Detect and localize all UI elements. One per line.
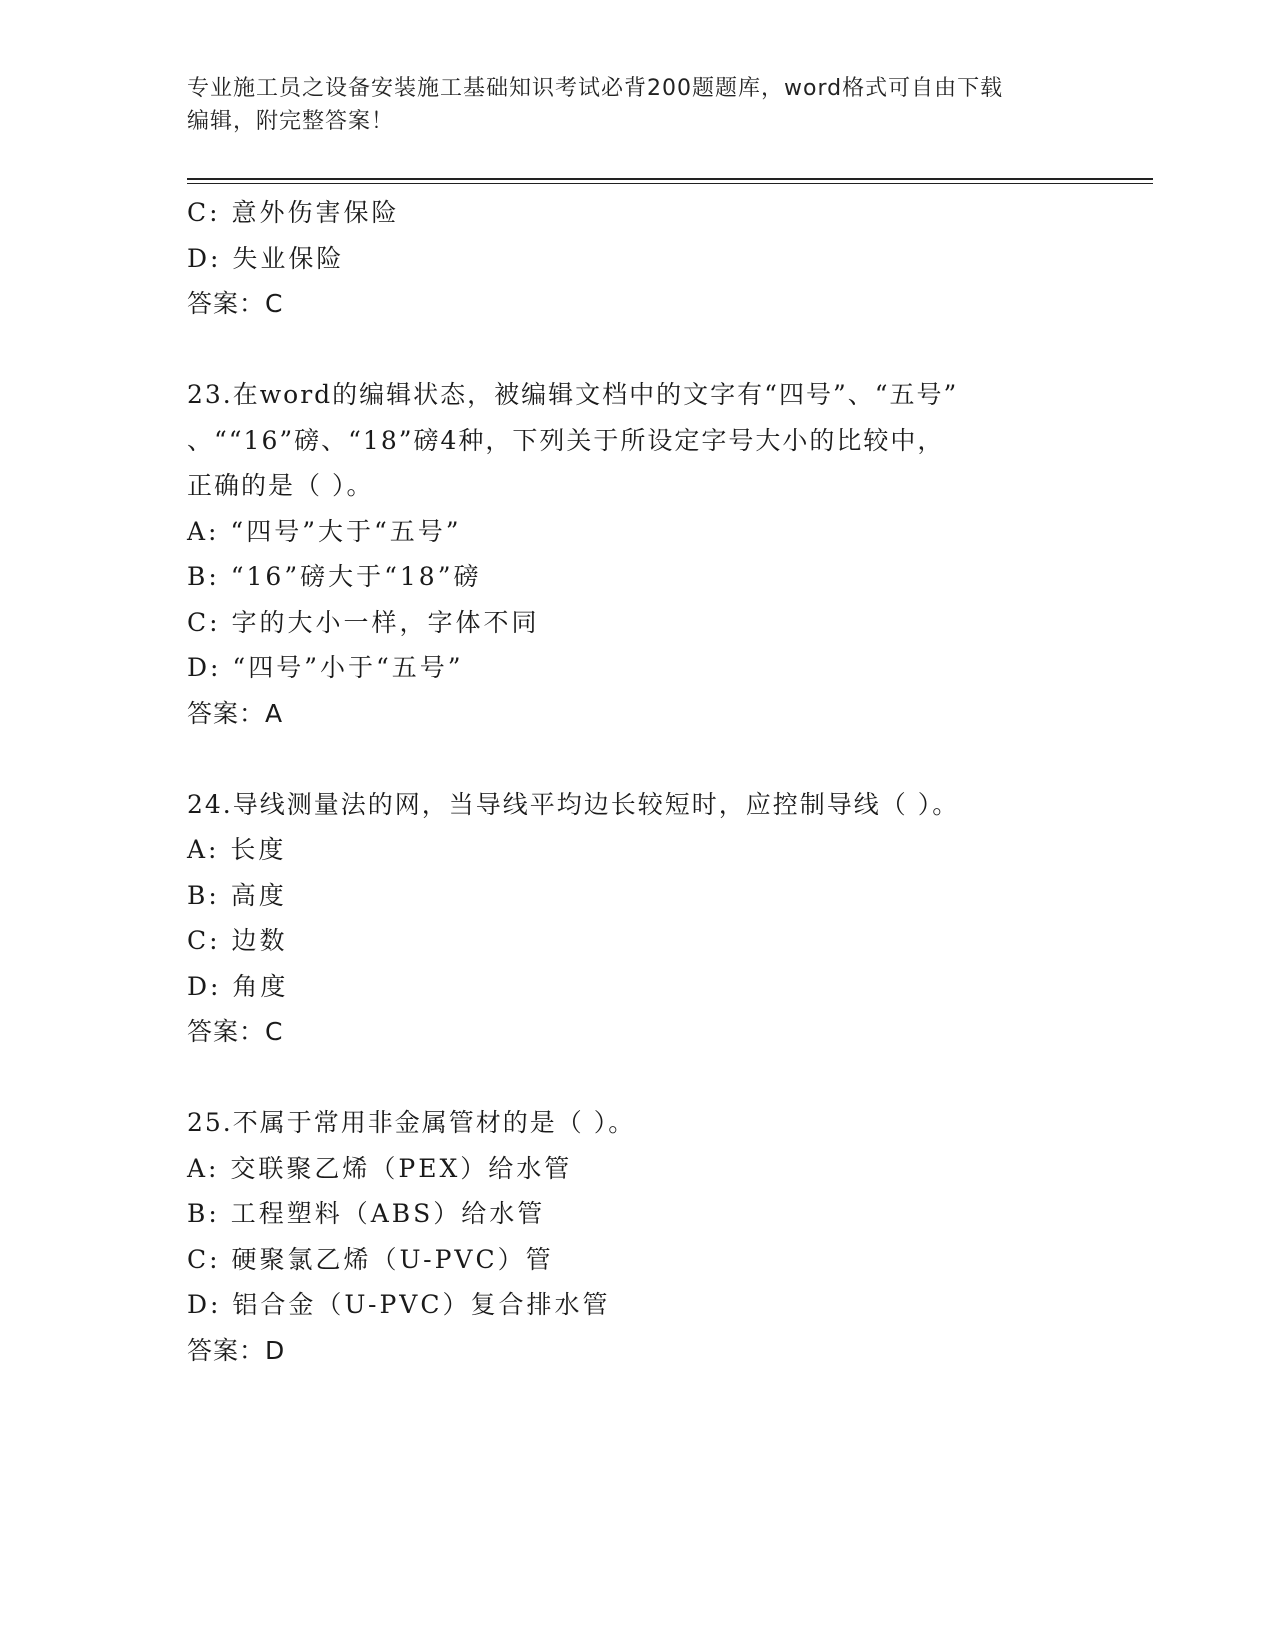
answer-label: 答案：D xyxy=(187,1335,286,1365)
question-text: 24.导线测量法的网，当导线平均边长较短时，应控制导线（ ）。 xyxy=(187,789,960,819)
document-header xyxy=(187,72,1087,138)
header-divider-thick xyxy=(187,178,1153,180)
option-b: B: 高度 xyxy=(187,880,287,910)
option-d: D: 铝合金（U-PVC）复合排水管 xyxy=(187,1290,611,1319)
question-list xyxy=(187,190,1087,1373)
question-24 xyxy=(187,782,1087,1055)
question-text: 25.不属于常用非金属管材的是（ ）。 xyxy=(187,1108,636,1137)
option-c: C: 意外伤害保险 xyxy=(187,198,400,227)
option-d: D: 失业保险 xyxy=(187,243,345,273)
option-a: A: 长度 xyxy=(187,835,287,864)
question-23 xyxy=(187,372,1087,736)
header-divider-thin xyxy=(187,183,1153,184)
option-a: A: 交联聚乙烯（PEX）给水管 xyxy=(187,1153,573,1183)
question-spacer xyxy=(187,736,1087,782)
option-c: C: 边数 xyxy=(187,926,288,955)
header-title-line-1: 专业施工员之设备安装施工基础知识考试必背200题题库，word格式可自由下载 xyxy=(187,76,1004,101)
question-text: 、““16”磅、“18”磅4种，下列关于所设定字号大小的比较中， xyxy=(187,425,945,455)
question-22-tail xyxy=(187,190,1087,327)
answer-label: 答案：C xyxy=(187,1017,284,1046)
header-title-line-2: 编辑，附完整答案！ xyxy=(187,109,395,134)
question-25 xyxy=(187,1100,1087,1373)
question-text: 23.在word的编辑状态，被编辑文档中的文字有“四号”、“五号” xyxy=(187,380,959,409)
answer-label: 答案：A xyxy=(187,698,284,728)
option-b: B: “16”磅大于“18”磅 xyxy=(187,562,482,591)
option-d: D: “四号”小于“五号” xyxy=(187,653,464,682)
question-spacer xyxy=(187,1055,1087,1101)
option-a: A: “四号”大于“五号” xyxy=(187,516,462,546)
answer-label: 答案：C xyxy=(187,289,284,318)
option-d: D: 角度 xyxy=(187,971,289,1001)
option-b: B: 工程塑料（ABS）给水管 xyxy=(187,1199,546,1228)
option-c: C: 硬聚氯乙烯（U-PVC）管 xyxy=(187,1244,554,1274)
option-c: C: 字的大小一样，字体不同 xyxy=(187,607,540,637)
question-spacer xyxy=(187,327,1087,373)
question-text: 正确的是（ ）。 xyxy=(187,471,374,500)
